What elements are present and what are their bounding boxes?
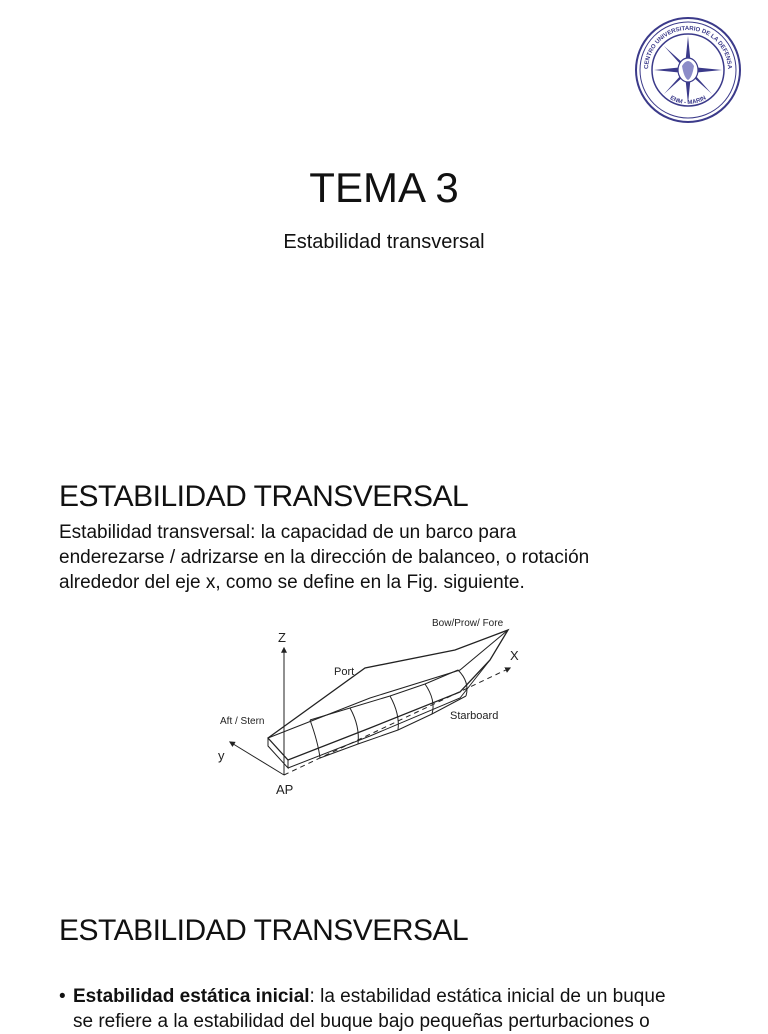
ap-label: AP: [276, 782, 294, 797]
svg-text:ENM - MARIN: ENM - MARIN: [668, 95, 708, 107]
stability-definition-slide: [0, 440, 768, 860]
svg-text:CENTRO UNIVERSITARIO DE LA DEF: CENTRO UNIVERSITARIO DE LA DEFENSA: [643, 25, 733, 70]
university-seal-logo: [634, 16, 742, 124]
bullet-item: [59, 984, 729, 1034]
slide-heading: ESTABILIDAD TRANSVERSAL: [59, 914, 469, 947]
bullet-line-2: se refiere a la estabilidad del buque bajo pequeñas perturbaciones o: [73, 1011, 650, 1032]
paragraph-line: Estabilidad transversal: la capacidad de un barco para: [59, 522, 517, 543]
starboard-label: Starboard: [450, 710, 499, 722]
bullet-dot: •: [59, 986, 66, 1007]
bullet-text: : la estabilidad estática inicial de un buque: [309, 986, 666, 1007]
paragraph-line: alrededor del eje x, como se define en la Fig. siguiente.: [59, 572, 525, 593]
x-axis-label: X: [510, 648, 519, 663]
bullet-term: Estabilidad estática inicial: [73, 986, 310, 1007]
ship-axes-diagram: [200, 610, 540, 806]
port-label: Port: [334, 666, 355, 678]
slide-title: TEMA 3: [309, 164, 459, 211]
slide-heading: ESTABILIDAD TRANSVERSAL: [59, 480, 469, 513]
aft-label: Aft / Stern: [220, 716, 265, 727]
paragraph-line: enderezarse / adrizarse en la dirección de balanceo, o rotación: [59, 547, 590, 568]
title-slide: [0, 0, 768, 440]
bow-label: Bow/Prow/ Fore: [432, 618, 504, 629]
y-axis-label: y: [218, 748, 225, 763]
slide-subtitle: Estabilidad transversal: [283, 231, 485, 253]
bullet-line: [59, 984, 729, 1009]
z-axis-label: Z: [278, 630, 286, 645]
initial-stability-slide: [0, 860, 768, 1032]
definition-paragraph: [59, 520, 719, 595]
